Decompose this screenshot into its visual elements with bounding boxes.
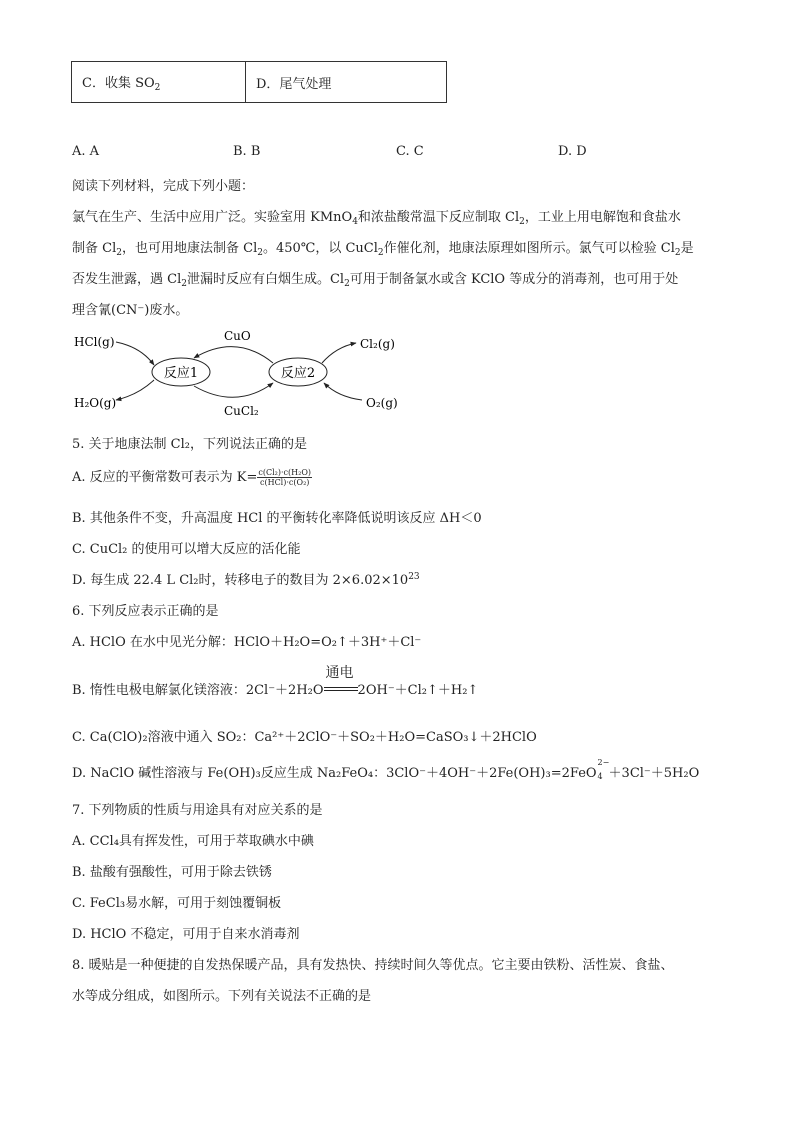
passage-line-2: 制备 $Cl_2$，也可用地康法制备 $Cl_2$。450℃，以 CuCl$_2$作催化剂，地康法原理如图所示。氯气可以检验 $Cl_2$是: [72, 241, 694, 258]
q5-stem: 5. 关于地康法制 Cl₂，下列说法正确的是: [72, 437, 307, 452]
passage-line-4: 理含氰(CN⁻)废水。: [72, 303, 189, 318]
intro-text: 阅读下列材料，完成下列小题：: [72, 179, 255, 194]
answer-d: D. D: [558, 144, 587, 159]
q7-option-c: C. FeCl₃易水解，可用于刻蚀覆铜板: [72, 896, 282, 911]
o2-label: O₂(g): [366, 396, 398, 410]
option-c-sub: 2: [154, 82, 161, 93]
q6-option-b: B. 惰性电极电解氯化镁溶液：2Cl⁻＋2H₂O 通电 2OH⁻＋Cl₂↑＋H₂↑: [72, 679, 478, 698]
hcl-label: HCl(g): [74, 335, 115, 349]
q6-stem: 6. 下列反应表示正确的是: [72, 604, 219, 619]
answer-a: A. A: [72, 144, 100, 159]
option-c-label: C．收集 SO: [82, 75, 155, 91]
q6-option-d: D. NaClO 碱性溶液与 Fe(OH)₃反应生成 Na₂FeO₄：3ClO⁻＋4OH⁻＋2Fe(OH)₃=2FeO 2− 4 ＋3Cl⁻＋5H₂O: [72, 758, 700, 781]
q8-line-1: 8. 暖贴是一种便捷的自发热保暖产品，具有发热快、持续时间久等优点。它主要由铁粉、活性炭、食盐、: [72, 958, 674, 973]
option-c-cell: [72, 62, 246, 103]
deacon-process-diagram: [66, 325, 406, 420]
q5-option-c: C. CuCl₂ 的使用可以增大反应的活化能: [72, 542, 301, 557]
cucl2-arrow: [194, 383, 273, 397]
cuo-arrow: [194, 347, 273, 363]
q8-line-2: 水等成分组成，如图所示。下列有关说法不正确的是: [72, 989, 372, 1004]
cl2-label: Cl₂(g): [360, 337, 395, 351]
q6-option-a: A. HClO 在水中见光分解：HClO＋H₂O=O₂↑＋3H⁺＋Cl⁻: [72, 635, 422, 650]
q7-option-d: D. HClO 不稳定，可用于自来水消毒剂: [72, 927, 300, 942]
passage-line-3: 否发生泄露，遇 $Cl_2$泄漏时反应有白烟生成。$Cl_2$可用于制备氯水或含 KClO 等成分的消毒剂，也可用于处: [72, 272, 679, 289]
q7-option-a: A. CCl₄具有挥发性，可用于萃取碘水中碘: [72, 834, 314, 849]
q6-option-c: C. Ca(ClO)₂溶液中通入 SO₂：Ca²⁺＋2ClO⁻＋SO₂＋H₂O=CaSO₃↓＋2HClO: [72, 730, 537, 745]
o2-arrow: [324, 383, 362, 400]
q7-stem: 7. 下列物质的性质与用途具有对应关系的是: [72, 803, 323, 818]
cl2-arrow: [322, 343, 356, 363]
answer-c: C. C: [396, 144, 424, 159]
k-denominator: c(HCl)·c(O₂): [259, 478, 310, 487]
option-d-label: D．尾气处理: [256, 76, 332, 92]
reaction1-label: 反应1: [163, 366, 199, 381]
cucl2-label: CuCl₂: [224, 404, 259, 418]
q7-option-b: B. 盐酸有强酸性，可用于除去铁锈: [72, 865, 272, 880]
q5-option-d: D. 每生成 22.4 L Cl₂时，转移电子的数目为 $2\times 6.02\times 10^{23}$: [72, 572, 420, 588]
q5-option-b: B. 其他条件不变，升高温度 HCl 的平衡转化率降低说明该反应 ΔH＜0: [72, 511, 482, 526]
cuo-label: CuO: [224, 329, 251, 343]
h2o-label: H₂O(g): [74, 396, 117, 410]
answer-b: B. B: [233, 144, 261, 159]
electrolysis-condition: 通电: [325, 665, 354, 681]
options-table: [71, 61, 447, 103]
option-d-cell: [246, 62, 447, 103]
hcl-arrow: [116, 342, 154, 365]
reaction2-label: 反应2: [280, 366, 316, 381]
h2o-arrow: [116, 380, 154, 400]
passage-line-1: 氯气在生产、生活中应用广泛。实验室用 KMnO$_4$和浓盐酸常温下反应制取 $Cl_2$，工业上用电解饱和食盐水: [72, 210, 681, 227]
k-numerator: c(Cl₂)·c(H₂O): [258, 468, 312, 477]
q5-option-a: A. 反应的平衡常数可表示为 K= $\frac{\text{c(Cl₂)·c(H₂O)}}{\text{c(HCl)·c(O₂)}}$: [72, 468, 312, 487]
